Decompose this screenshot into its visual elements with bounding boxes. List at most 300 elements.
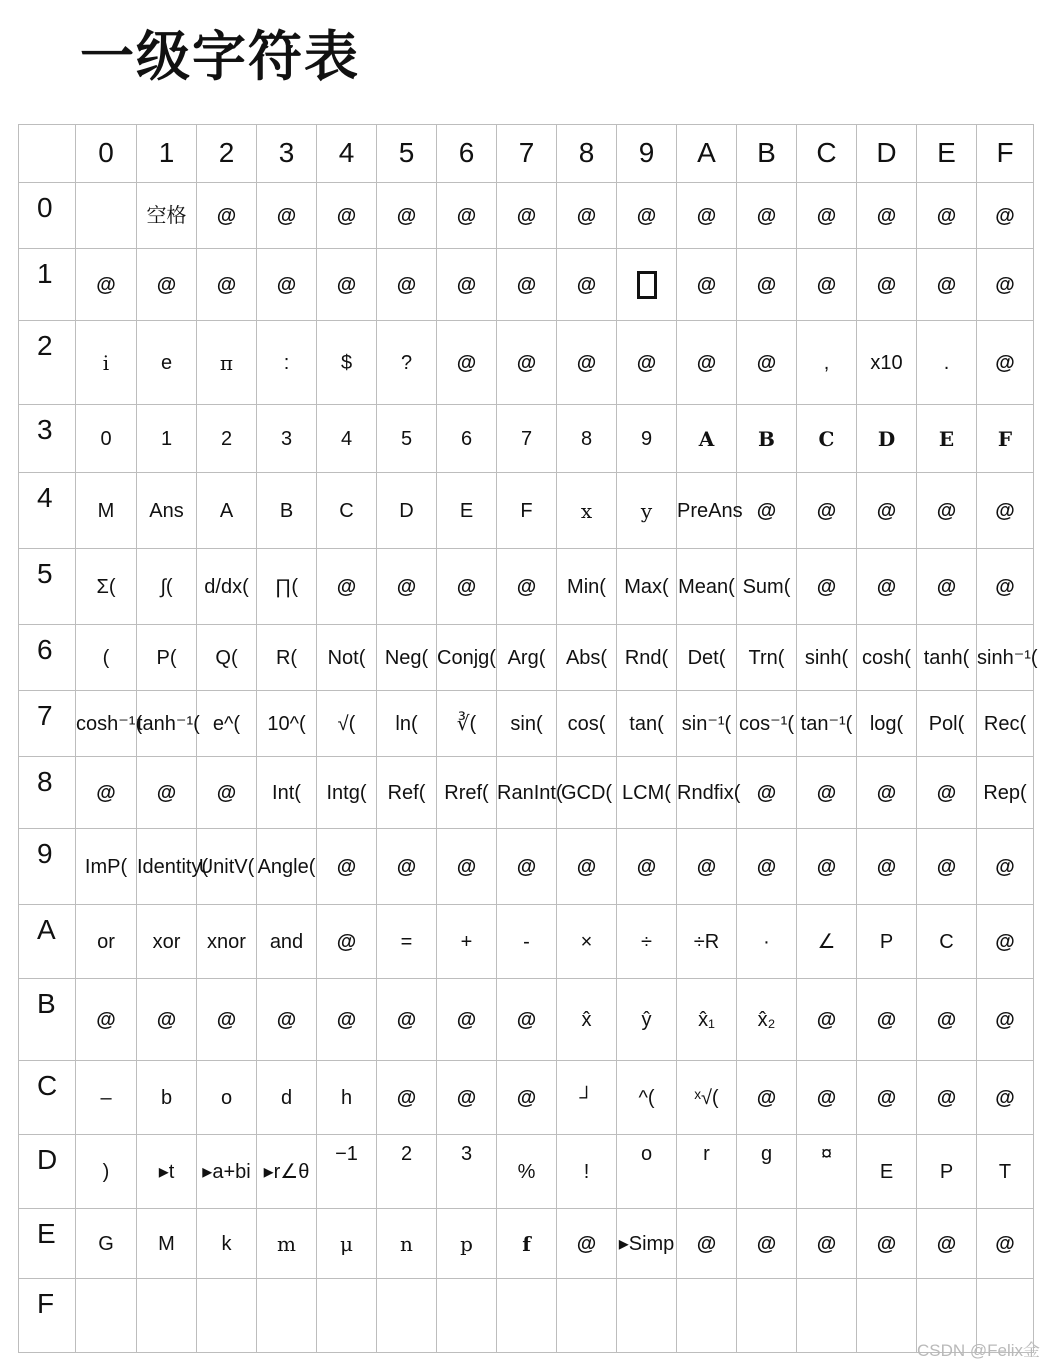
character-cell: Det( — [677, 625, 737, 691]
watermark: CSDN @Felix金 — [916, 1341, 1040, 1360]
column-header: 1 — [137, 125, 197, 183]
character-cell: @ — [797, 183, 857, 249]
character-cell: @ — [437, 249, 497, 321]
row-header: E — [19, 1209, 76, 1279]
character-cell: @ — [977, 979, 1034, 1061]
character-cell: @ — [797, 979, 857, 1061]
page-title: 一级字符表 — [80, 25, 360, 88]
character-cell — [617, 249, 677, 321]
character-cell: @ — [917, 473, 977, 549]
character-cell: k — [197, 1209, 257, 1279]
character-cell: o — [617, 1135, 677, 1209]
character-cell: @ — [137, 249, 197, 321]
character-cell: Rref( — [437, 757, 497, 829]
corner-cell — [19, 125, 76, 183]
character-cell: ∛( — [437, 691, 497, 757]
character-cell: e^( — [197, 691, 257, 757]
character-cell: @ — [497, 321, 557, 405]
character-cell: f — [497, 1209, 557, 1279]
character-cell: @ — [497, 549, 557, 625]
character-cell: @ — [437, 1061, 497, 1135]
row-header: 7 — [19, 691, 76, 757]
character-cell: μ — [317, 1209, 377, 1279]
character-cell — [437, 1279, 497, 1353]
character-cell: B — [257, 473, 317, 549]
character-cell: G — [76, 1209, 137, 1279]
table-row — [19, 905, 1034, 979]
character-cell: 2 — [377, 1135, 437, 1209]
character-cell: Mean( — [677, 549, 737, 625]
character-cell: ! — [557, 1135, 617, 1209]
character-cell: 3 — [257, 405, 317, 473]
character-cell: e — [137, 321, 197, 405]
column-header: 5 — [377, 125, 437, 183]
character-cell: @ — [977, 1209, 1034, 1279]
character-cell: @ — [377, 1061, 437, 1135]
character-cell: sin⁻¹( — [677, 691, 737, 757]
character-cell: cosh( — [857, 625, 917, 691]
character-cell: @ — [797, 829, 857, 905]
character-cell: @ — [617, 829, 677, 905]
character-cell: ¤ — [797, 1135, 857, 1209]
character-cell: tan⁻¹( — [797, 691, 857, 757]
character-cell: P — [857, 905, 917, 979]
character-cell: Abs( — [557, 625, 617, 691]
character-cell: −1 — [317, 1135, 377, 1209]
character-cell: T — [977, 1135, 1034, 1209]
character-cell: E — [857, 1135, 917, 1209]
character-cell: @ — [797, 1061, 857, 1135]
character-cell: 6 — [437, 405, 497, 473]
character-cell: tan( — [617, 691, 677, 757]
character-cell: @ — [437, 979, 497, 1061]
character-cell: x̂ — [557, 979, 617, 1061]
character-cell: ImP( — [76, 829, 137, 905]
character-cell: @ — [737, 1061, 797, 1135]
character-cell: tanh⁻¹( — [137, 691, 197, 757]
character-cell: ŷ — [617, 979, 677, 1061]
row-header: 8 — [19, 757, 76, 829]
character-cell: g — [737, 1135, 797, 1209]
column-header: D — [857, 125, 917, 183]
character-cell: @ — [677, 321, 737, 405]
character-cell: @ — [497, 1061, 557, 1135]
character-cell: Rec( — [977, 691, 1034, 757]
character-cell: R( — [257, 625, 317, 691]
character-cell: B — [737, 405, 797, 473]
character-cell: @ — [257, 183, 317, 249]
character-cell: M — [137, 1209, 197, 1279]
character-cell: PreAns — [677, 473, 737, 549]
character-cell: @ — [857, 249, 917, 321]
character-cell: x̂₁ — [677, 979, 737, 1061]
character-cell: @ — [317, 979, 377, 1061]
character-cell: log( — [857, 691, 917, 757]
character-cell: 5 — [377, 405, 437, 473]
row-header: 2 — [19, 321, 76, 405]
table-row — [19, 829, 1034, 905]
character-cell: ▸Simp — [617, 1209, 677, 1279]
character-cell: @ — [737, 183, 797, 249]
column-header: 9 — [617, 125, 677, 183]
character-cell: 7 — [497, 405, 557, 473]
character-cell — [76, 183, 137, 249]
character-cell: r — [677, 1135, 737, 1209]
character-table — [18, 124, 1038, 1353]
column-header: 6 — [437, 125, 497, 183]
row-header: F — [19, 1279, 76, 1353]
character-cell: @ — [497, 183, 557, 249]
table-row — [19, 691, 1034, 757]
table-row — [19, 1279, 1034, 1353]
character-cell: 3 — [437, 1135, 497, 1209]
character-cell: @ — [737, 757, 797, 829]
table-row — [19, 625, 1034, 691]
character-cell: @ — [737, 1209, 797, 1279]
character-cell: @ — [377, 829, 437, 905]
character-cell: @ — [557, 321, 617, 405]
column-header: F — [977, 125, 1034, 183]
character-cell: 空格 — [137, 183, 197, 249]
character-cell: @ — [797, 1209, 857, 1279]
character-cell: @ — [377, 979, 437, 1061]
character-cell: Trn( — [737, 625, 797, 691]
character-cell — [137, 1279, 197, 1353]
character-cell: · — [737, 905, 797, 979]
character-cell: @ — [317, 905, 377, 979]
character-cell: 2 — [197, 405, 257, 473]
character-cell: sinh( — [797, 625, 857, 691]
character-cell: @ — [677, 183, 737, 249]
character-cell: @ — [677, 829, 737, 905]
table-row — [19, 1061, 1034, 1135]
character-cell: @ — [917, 979, 977, 1061]
character-cell: cos⁻¹( — [737, 691, 797, 757]
character-cell: @ — [76, 979, 137, 1061]
character-cell: @ — [197, 249, 257, 321]
row-header: 0 — [19, 183, 76, 249]
character-cell: Not( — [317, 625, 377, 691]
row-header: C — [19, 1061, 76, 1135]
character-cell: @ — [917, 1209, 977, 1279]
character-cell: D — [857, 405, 917, 473]
character-cell: Neg( — [377, 625, 437, 691]
character-cell: @ — [857, 1061, 917, 1135]
character-cell: @ — [557, 829, 617, 905]
character-cell: sin( — [497, 691, 557, 757]
character-cell: – — [76, 1061, 137, 1135]
column-header: 0 — [76, 125, 137, 183]
character-cell: @ — [977, 905, 1034, 979]
character-cell — [557, 1279, 617, 1353]
character-cell: × — [557, 905, 617, 979]
row-header: A — [19, 905, 76, 979]
table-row — [19, 473, 1034, 549]
character-cell: P — [917, 1135, 977, 1209]
character-cell — [377, 1279, 437, 1353]
character-cell: $ — [317, 321, 377, 405]
character-cell: RanInt( — [497, 757, 557, 829]
table-row — [19, 321, 1034, 405]
character-cell: @ — [497, 249, 557, 321]
character-cell: Ans — [137, 473, 197, 549]
character-cell: @ — [977, 1061, 1034, 1135]
character-cell: @ — [377, 183, 437, 249]
character-cell — [737, 1279, 797, 1353]
character-cell: F — [497, 473, 557, 549]
character-cell: @ — [917, 249, 977, 321]
character-cell: @ — [257, 979, 317, 1061]
character-cell: Max( — [617, 549, 677, 625]
character-cell: xnor — [197, 905, 257, 979]
row-header: D — [19, 1135, 76, 1209]
character-cell — [797, 1279, 857, 1353]
character-cell: ∏( — [257, 549, 317, 625]
character-cell: @ — [857, 183, 917, 249]
character-cell: Intg( — [317, 757, 377, 829]
character-cell: cosh⁻¹( — [76, 691, 137, 757]
character-cell: @ — [977, 183, 1034, 249]
character-cell: @ — [677, 1209, 737, 1279]
character-cell: @ — [917, 1061, 977, 1135]
character-cell: Rnd( — [617, 625, 677, 691]
character-cell: A — [677, 405, 737, 473]
character-cell: @ — [197, 979, 257, 1061]
character-cell: Rndfix( — [677, 757, 737, 829]
character-cell: D — [377, 473, 437, 549]
character-cell: and — [257, 905, 317, 979]
character-cell: @ — [737, 829, 797, 905]
table-row — [19, 183, 1034, 249]
character-cell: @ — [437, 321, 497, 405]
character-cell: ▸r∠θ — [257, 1135, 317, 1209]
character-cell: P( — [137, 625, 197, 691]
row-header: 9 — [19, 829, 76, 905]
row-header: 1 — [19, 249, 76, 321]
character-cell: y — [617, 473, 677, 549]
character-cell: @ — [557, 183, 617, 249]
character-cell: ÷ — [617, 905, 677, 979]
box-glyph-icon — [637, 271, 657, 299]
character-cell: @ — [857, 1209, 917, 1279]
character-cell: E — [437, 473, 497, 549]
character-cell: ▸a+bi — [197, 1135, 257, 1209]
character-cell: 0 — [76, 405, 137, 473]
character-cell: cos( — [557, 691, 617, 757]
character-cell: Q( — [197, 625, 257, 691]
character-cell: π — [197, 321, 257, 405]
column-header: B — [737, 125, 797, 183]
character-cell: @ — [437, 183, 497, 249]
character-cell: 1 — [137, 405, 197, 473]
column-header: 8 — [557, 125, 617, 183]
character-cell: @ — [76, 249, 137, 321]
character-cell: ˣ√( — [677, 1061, 737, 1135]
table-row — [19, 405, 1034, 473]
character-cell: @ — [317, 249, 377, 321]
character-cell: b — [137, 1061, 197, 1135]
character-cell: ┘ — [557, 1061, 617, 1135]
character-cell: @ — [977, 249, 1034, 321]
row-header: 6 — [19, 625, 76, 691]
character-cell: 4 — [317, 405, 377, 473]
character-cell: Conjg( — [437, 625, 497, 691]
character-cell: @ — [797, 249, 857, 321]
column-header: 3 — [257, 125, 317, 183]
column-header: 7 — [497, 125, 557, 183]
character-cell: @ — [317, 183, 377, 249]
character-cell: @ — [677, 249, 737, 321]
character-cell: Σ( — [76, 549, 137, 625]
character-cell: @ — [857, 829, 917, 905]
character-cell: x̂₂ — [737, 979, 797, 1061]
character-cell: @ — [76, 757, 137, 829]
character-cell: ÷R — [677, 905, 737, 979]
character-cell: UnitV( — [197, 829, 257, 905]
character-cell: Int( — [257, 757, 317, 829]
table-row — [19, 249, 1034, 321]
table-row — [19, 757, 1034, 829]
character-cell: @ — [917, 549, 977, 625]
character-cell: @ — [497, 979, 557, 1061]
character-cell — [497, 1279, 557, 1353]
character-cell — [677, 1279, 737, 1353]
row-header: B — [19, 979, 76, 1061]
character-cell: @ — [377, 249, 437, 321]
character-cell: p — [437, 1209, 497, 1279]
character-cell: Angle( — [257, 829, 317, 905]
character-cell: @ — [617, 321, 677, 405]
character-cell: . — [917, 321, 977, 405]
character-cell: , — [797, 321, 857, 405]
character-cell: Pol( — [917, 691, 977, 757]
character-cell: @ — [737, 473, 797, 549]
character-cell: m — [257, 1209, 317, 1279]
character-cell: @ — [797, 757, 857, 829]
character-cell: Rep( — [977, 757, 1034, 829]
character-cell: @ — [557, 249, 617, 321]
character-cell: 8 — [557, 405, 617, 473]
character-cell: n — [377, 1209, 437, 1279]
column-header: 4 — [317, 125, 377, 183]
row-header: 5 — [19, 549, 76, 625]
character-cell: ( — [76, 625, 137, 691]
character-cell — [76, 1279, 137, 1353]
character-cell: @ — [197, 183, 257, 249]
character-cell — [857, 1279, 917, 1353]
character-cell: @ — [917, 757, 977, 829]
character-cell: d — [257, 1061, 317, 1135]
table-row — [19, 1209, 1034, 1279]
character-cell — [257, 1279, 317, 1353]
character-cell: GCD( — [557, 757, 617, 829]
character-cell: @ — [437, 829, 497, 905]
character-cell: @ — [557, 1209, 617, 1279]
character-cell: ∫( — [137, 549, 197, 625]
character-cell — [617, 1279, 677, 1353]
character-cell: @ — [437, 549, 497, 625]
character-cell: ) — [76, 1135, 137, 1209]
character-cell: ▸t — [137, 1135, 197, 1209]
character-cell: @ — [137, 757, 197, 829]
character-cell: @ — [137, 979, 197, 1061]
character-cell: = — [377, 905, 437, 979]
character-cell: @ — [917, 183, 977, 249]
character-cell: x10 — [857, 321, 917, 405]
character-cell: % — [497, 1135, 557, 1209]
character-cell: or — [76, 905, 137, 979]
character-cell: d/dx( — [197, 549, 257, 625]
character-cell: Arg( — [497, 625, 557, 691]
character-cell: Ref( — [377, 757, 437, 829]
character-cell: C — [317, 473, 377, 549]
character-cell: @ — [857, 979, 917, 1061]
character-cell: ∠ — [797, 905, 857, 979]
character-cell: @ — [977, 549, 1034, 625]
column-header: C — [797, 125, 857, 183]
table-row — [19, 549, 1034, 625]
character-cell: Sum( — [737, 549, 797, 625]
character-cell: @ — [797, 549, 857, 625]
character-cell: @ — [257, 249, 317, 321]
character-cell: @ — [377, 549, 437, 625]
character-cell: x — [557, 473, 617, 549]
character-cell: + — [437, 905, 497, 979]
character-cell: M — [76, 473, 137, 549]
character-cell: @ — [737, 249, 797, 321]
character-cell: @ — [917, 829, 977, 905]
row-header: 3 — [19, 405, 76, 473]
character-cell: @ — [857, 549, 917, 625]
character-cell: sinh⁻¹( — [977, 625, 1034, 691]
column-header: A — [677, 125, 737, 183]
character-cell: @ — [317, 549, 377, 625]
character-cell: Identity( — [137, 829, 197, 905]
character-cell — [317, 1279, 377, 1353]
character-cell: @ — [797, 473, 857, 549]
character-cell: @ — [977, 473, 1034, 549]
row-header: 4 — [19, 473, 76, 549]
character-cell: h — [317, 1061, 377, 1135]
character-cell: @ — [737, 321, 797, 405]
character-cell: tanh( — [917, 625, 977, 691]
character-cell: @ — [857, 757, 917, 829]
character-cell: i — [76, 321, 137, 405]
column-header: 2 — [197, 125, 257, 183]
character-cell: @ — [317, 829, 377, 905]
character-cell: o — [197, 1061, 257, 1135]
character-cell — [197, 1279, 257, 1353]
character-cell: ^( — [617, 1061, 677, 1135]
character-cell: @ — [857, 473, 917, 549]
character-cell: : — [257, 321, 317, 405]
character-cell: ? — [377, 321, 437, 405]
character-cell: @ — [617, 183, 677, 249]
character-cell: C — [917, 905, 977, 979]
character-cell: @ — [197, 757, 257, 829]
character-cell: ln( — [377, 691, 437, 757]
character-cell: 9 — [617, 405, 677, 473]
character-cell: xor — [137, 905, 197, 979]
character-cell: Min( — [557, 549, 617, 625]
column-header: E — [917, 125, 977, 183]
character-cell: - — [497, 905, 557, 979]
table-row — [19, 1135, 1034, 1209]
character-cell: C — [797, 405, 857, 473]
character-cell: @ — [497, 829, 557, 905]
table-row — [19, 979, 1034, 1061]
character-cell: A — [197, 473, 257, 549]
